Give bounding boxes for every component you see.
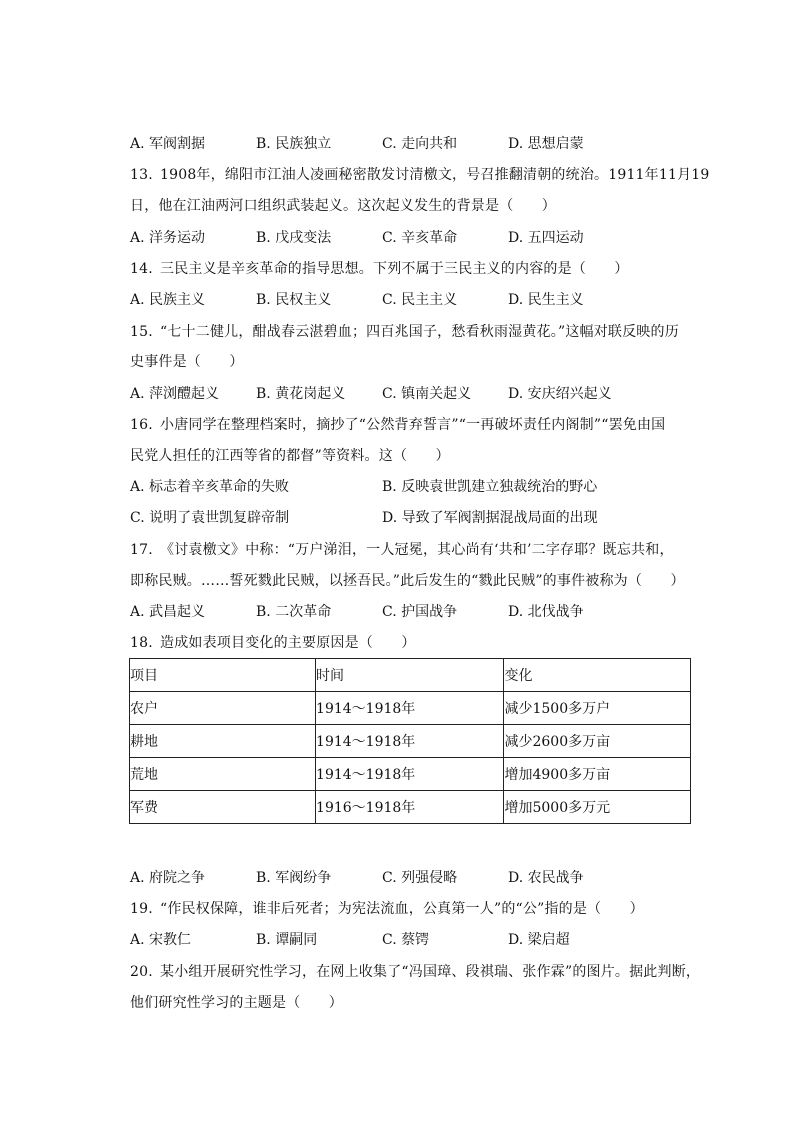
q13-option-d[interactable]: D. 五四运动: [508, 230, 584, 246]
q14-stem: [130, 257, 700, 281]
table-row: [130, 791, 691, 824]
q17-number: 17.: [130, 542, 153, 558]
q18-table: [129, 658, 691, 824]
q19-option-b[interactable]: B. 谭嗣同: [256, 932, 318, 948]
table-row: [130, 692, 691, 725]
q15-stem-line1: [130, 320, 700, 344]
q13-options: [130, 226, 700, 250]
q13-option-c[interactable]: C. 辛亥革命: [382, 230, 458, 246]
q12-option-a[interactable]: A. 军阀割据: [130, 136, 206, 152]
table-cell: 增加5000多万元: [504, 791, 691, 824]
q16-options-row1: [130, 475, 700, 499]
q12-options: [130, 132, 700, 156]
q15-stem-line2: 史事件是（ ）: [130, 354, 244, 370]
q13-number: 13.: [130, 167, 153, 183]
q16-stem-text1: 小唐同学在整理档案时，摘抄了“公然背弃誓言”“一再破坏责任内阁制”“罢免由国: [160, 417, 666, 433]
q18-option-a[interactable]: A. 府院之争: [130, 870, 206, 886]
table-cell: 耕地: [130, 725, 316, 758]
table-cell: 1914～1918年: [316, 725, 504, 758]
table-header-cell: 变化: [504, 659, 691, 692]
q15-option-c[interactable]: C. 镇南关起义: [382, 386, 472, 402]
q18-option-d[interactable]: D. 农民战争: [508, 870, 584, 886]
q16-option-a[interactable]: A. 标志着辛亥革命的失败: [130, 479, 290, 495]
q19-option-a[interactable]: A. 宋教仁: [130, 932, 192, 948]
q15-options: [130, 382, 700, 406]
q20-stem-line1: [130, 960, 700, 984]
table-row: [130, 725, 691, 758]
q14-stem-text: 三民主义是辛亥革命的指导思想。下列不属于三民主义的内容的是（ ）: [160, 261, 629, 277]
q14-options: [130, 288, 700, 312]
q15-number: 15.: [130, 324, 153, 340]
q18-stem: [130, 631, 700, 655]
q16-stem-line1: [130, 413, 700, 437]
q19-stem: [130, 897, 700, 921]
q14-option-b[interactable]: B. 民权主义: [256, 292, 332, 308]
q18-options: [130, 866, 700, 890]
q13-option-a[interactable]: A. 洋务运动: [130, 230, 206, 246]
q17-stem-line2: 即称民贼。……誓死戮此民贼，以拯吾民。”此后发生的“戮此民贼”的事件被称为（ ）: [130, 573, 685, 589]
table-cell: 增加4900多万亩: [504, 758, 691, 791]
q20-number: 20.: [130, 964, 153, 980]
q16-options-row2: [130, 506, 700, 530]
table-cell: 1914～1918年: [316, 758, 504, 791]
q19-number: 19.: [130, 901, 153, 917]
q17-option-d[interactable]: D. 北伐战争: [508, 604, 584, 620]
q13-option-b[interactable]: B. 戊戌变法: [256, 230, 332, 246]
q15-option-b[interactable]: B. 黄花岗起义: [256, 386, 346, 402]
q17-stem-line1: [130, 538, 700, 562]
q19-option-d[interactable]: D. 梁启超: [508, 932, 570, 948]
table-cell: 荒地: [130, 758, 316, 791]
table-cell: 1914～1918年: [316, 692, 504, 725]
q18-stem-text: 造成如表项目变化的主要原因是（ ）: [160, 635, 416, 651]
q12-option-b[interactable]: B. 民族独立: [256, 136, 332, 152]
table-cell: 减少1500多万户: [504, 692, 691, 725]
table-cell: 减少2600多万亩: [504, 725, 691, 758]
table-header-cell: 时间: [316, 659, 504, 692]
q12-option-c[interactable]: C. 走向共和: [382, 136, 458, 152]
table-header-cell: 项目: [130, 659, 316, 692]
q17-option-a[interactable]: A. 武昌起义: [130, 604, 206, 620]
q13-stem-text1: 1908年，绵阳市江油人凌画秘密散发讨清檄文，号召推翻清朝的统治。1911年11月19: [160, 167, 710, 183]
table-cell: 军费: [130, 791, 316, 824]
q13-stem-line1: [130, 163, 710, 187]
q19-stem-text: “作民权保障，谁非后死者；为宪法流血，公真第一人”的“公”指的是（ ）: [160, 901, 644, 917]
q18-option-b[interactable]: B. 军阀纷争: [256, 870, 332, 886]
q18-option-c[interactable]: C. 列强侵略: [382, 870, 458, 886]
q12-option-d[interactable]: D. 思想启蒙: [508, 136, 584, 152]
q14-number: 14.: [130, 261, 153, 277]
q15-stem-text1: “七十二健儿，酣战春云湛碧血；四百兆国子，愁看秋雨湿黄花。”这幅对联反映的历: [160, 324, 679, 340]
q20-stem-text1: 某小组开展研究性学习，在网上收集了“冯国璋、段祺瑞、张作霖”的图片。据此判断，: [160, 964, 701, 980]
q14-option-d[interactable]: D. 民生主义: [508, 292, 584, 308]
table-header-row: [130, 659, 691, 692]
q19-options: [130, 928, 700, 952]
table-row: [130, 758, 691, 791]
q17-options: [130, 600, 700, 624]
q19-option-c[interactable]: C. 蔡锷: [382, 932, 430, 948]
q17-option-b[interactable]: B. 二次革命: [256, 604, 332, 620]
q14-option-a[interactable]: A. 民族主义: [130, 292, 206, 308]
q16-option-d[interactable]: D. 导致了军阀割据混战局面的出现: [382, 510, 598, 526]
q15-option-a[interactable]: A. 萍浏醴起义: [130, 386, 220, 402]
q16-option-c[interactable]: C. 说明了袁世凯复辟帝制: [130, 510, 290, 526]
table-cell: 农户: [130, 692, 316, 725]
q18-number: 18.: [130, 635, 153, 651]
q15-option-d[interactable]: D. 安庆绍兴起义: [508, 386, 612, 402]
q17-option-c[interactable]: C. 护国战争: [382, 604, 458, 620]
q17-stem-text1: 《讨袁檄文》中称：“万户涕泪，一人冠冕，其心尚有‘共和’二字存耶？既忘共和，: [160, 542, 674, 558]
q20-stem-line2: 他们研究性学习的主题是（ ）: [130, 995, 343, 1011]
q16-number: 16.: [130, 417, 153, 433]
table-cell: 1916～1918年: [316, 791, 504, 824]
q16-option-b[interactable]: B. 反映袁世凯建立独裁统治的野心: [382, 479, 598, 495]
q13-stem-line2: 日，他在江油两河口组织武装起义。这次起义发生的背景是（ ）: [130, 198, 556, 214]
q16-stem-line2: 民党人担任的江西等省的都督”等资料。这（ ）: [130, 448, 450, 464]
q14-option-c[interactable]: C. 民主主义: [382, 292, 458, 308]
